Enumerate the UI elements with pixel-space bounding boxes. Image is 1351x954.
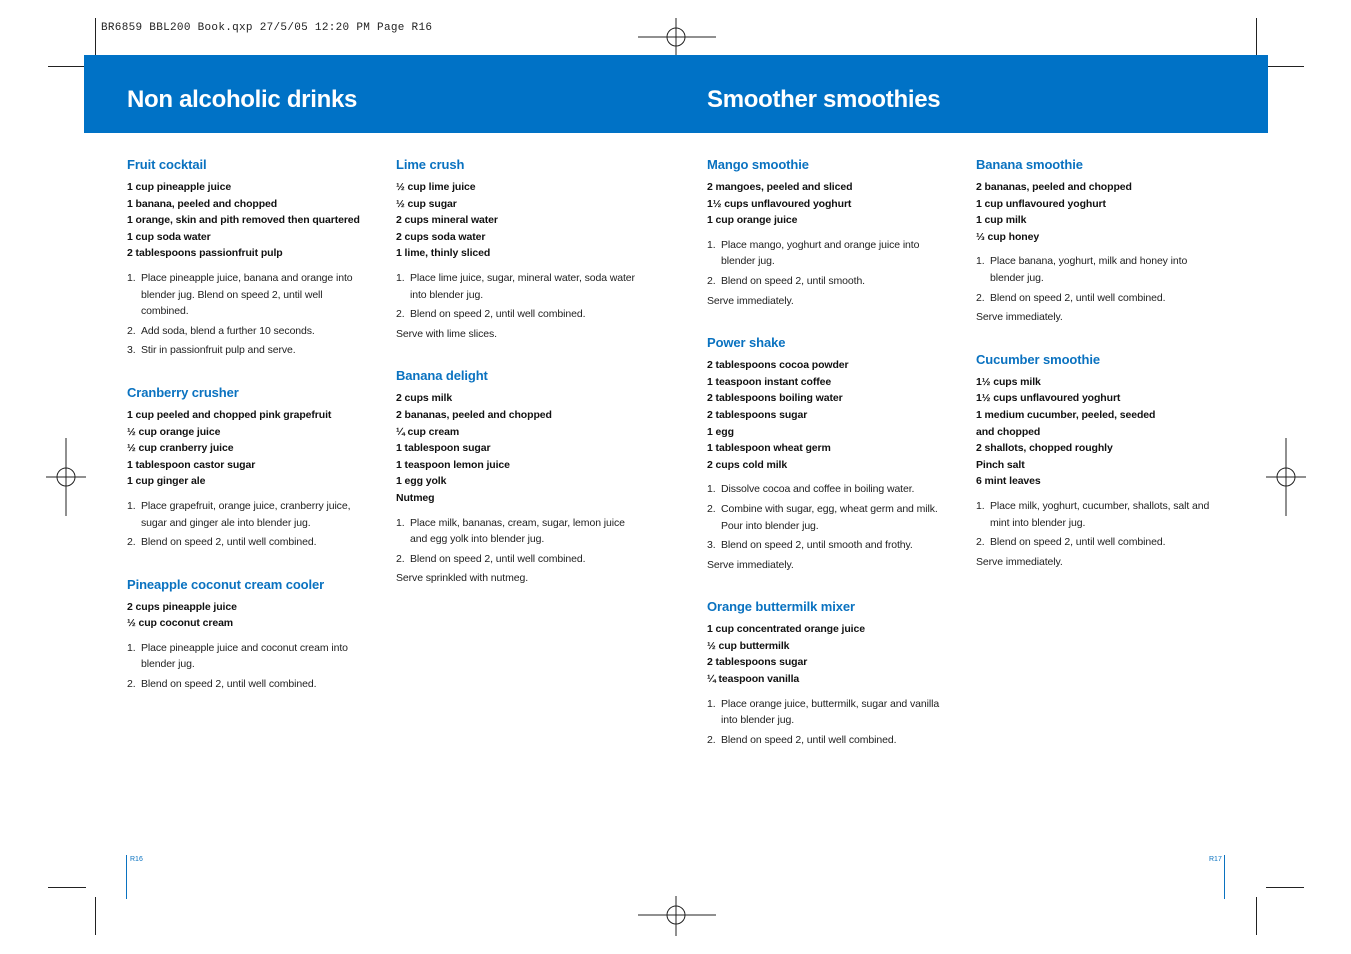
page-number-right: R17: [1209, 856, 1222, 863]
ingredient-item: 6 mint leaves: [976, 475, 1041, 488]
ingredient-item: 1 tablespoon sugar: [396, 442, 491, 455]
ingredient-item: 2 mangoes, peeled and sliced: [707, 181, 853, 193]
recipe: [707, 599, 947, 748]
method-step: [707, 237, 947, 270]
step-number: 3.: [707, 539, 716, 552]
method-step: [396, 515, 636, 548]
ingredient-list: [127, 407, 367, 490]
page-number-rule: [126, 855, 127, 899]
ingredient-item: 2 bananas, peeled and chopped: [396, 408, 552, 421]
method-step: [707, 481, 947, 498]
step-text: Place banana, yoghurt, milk and honey into blender jug.: [990, 255, 1188, 284]
step-text: Place mango, yoghurt and orange juice into blender jug.: [721, 238, 920, 268]
method-step: [127, 342, 367, 359]
step-text: Blend on speed 2, until smooth and frothy.: [721, 539, 913, 552]
recipe: [707, 157, 947, 309]
ingredient-item: 2 tablespoons sugar: [707, 656, 808, 669]
ingredient-list: [707, 179, 947, 229]
ingredient-list: [396, 179, 636, 262]
ingredient-item: 1½ cups milk: [976, 375, 1041, 388]
step-number: 1.: [976, 255, 985, 268]
step-number: 2.: [707, 502, 716, 515]
ingredient-item: 1 cup milk: [976, 214, 1027, 227]
method-step: [707, 501, 947, 534]
step-text: Blend on speed 2, until smooth.: [721, 274, 865, 287]
recipe-title: Lime crush: [396, 157, 465, 172]
ingredient-item: 2 tablespoons passionfruit pulp: [127, 247, 283, 260]
step-number: 1.: [127, 499, 136, 512]
ingredient-item: 1 teaspoon lemon juice: [396, 458, 510, 471]
recipe-title: Mango smoothie: [707, 157, 809, 172]
ingredient-item: 1 cup soda water: [127, 230, 211, 243]
ingredient-item: 1½ cups unflavoured yoghurt: [976, 392, 1121, 405]
ingredient-item: 1 banana, peeled and chopped: [127, 197, 278, 210]
ingredient-item: 1 tablespoon castor sugar: [127, 458, 256, 471]
ingredient-item: 1 egg yolk: [396, 475, 447, 488]
recipe-title: Orange buttermilk mixer: [707, 599, 855, 615]
ingredient-list: [707, 357, 947, 473]
method-step: [127, 270, 367, 320]
step-text: Add soda, blend a further 10 seconds.: [141, 324, 315, 337]
step-number: 1.: [707, 483, 716, 496]
ingredient-item: ⅓ cup honey: [976, 230, 1040, 243]
method-steps: [396, 270, 636, 323]
step-number: 3.: [127, 344, 136, 357]
method-step: [127, 676, 367, 693]
page-number-left: R16: [130, 856, 143, 863]
ingredient-item: 1 egg: [707, 425, 734, 438]
method-step: [396, 306, 636, 323]
serving-note: Serve sprinkled with nutmeg.: [396, 572, 529, 585]
step-number: 2.: [976, 536, 985, 549]
method-step: [127, 640, 367, 673]
ingredient-item: ½ cup coconut cream: [127, 617, 234, 630]
ingredient-item: 2 tablespoons sugar: [707, 408, 808, 421]
ingredient-item: 2 cups milk: [396, 392, 453, 405]
step-number: 2.: [127, 536, 136, 549]
crop-mark: [1268, 66, 1304, 67]
page-number-rule: [1224, 855, 1225, 899]
recipe-title: Pineapple coconut cream cooler: [127, 576, 325, 592]
method-steps: [127, 498, 367, 551]
step-text: Blend on speed 2, until well combined.: [990, 291, 1166, 304]
ingredient-item: Pinch salt: [976, 458, 1025, 471]
step-number: 2.: [127, 324, 136, 337]
recipe-column: [707, 157, 947, 774]
method-step: [976, 290, 1216, 307]
ingredient-item: 2 cups mineral water: [396, 214, 498, 227]
method-step: [976, 534, 1216, 551]
step-text: Blend on speed 2, until well combined.: [141, 536, 317, 549]
method-step: [396, 270, 636, 303]
registration-mark-icon: [638, 18, 716, 58]
method-step: [707, 273, 947, 290]
ingredient-item: 1 cup orange juice: [707, 214, 798, 227]
registration-mark-icon: [1266, 438, 1306, 516]
method-step: [976, 498, 1216, 531]
ingredient-item: 1 tablespoon wheat germ: [707, 442, 831, 455]
step-text: Stir in passionfruit pulp and serve.: [141, 344, 296, 357]
recipe: [127, 577, 367, 693]
method-steps: [127, 270, 367, 359]
ingredient-item: ½ cup lime juice: [396, 181, 476, 193]
right-page-title: Smoother smoothies: [707, 86, 941, 113]
ingredient-item: 2 shallots, chopped roughly: [976, 442, 1113, 455]
step-number: 2.: [127, 678, 136, 691]
ingredient-item: 1 cup concentrated orange juice: [707, 623, 865, 636]
recipe: [396, 157, 636, 342]
ingredient-item: 2 cups cold milk: [707, 458, 788, 471]
step-number: 1.: [707, 238, 716, 251]
step-text: Dissolve cocoa and coffee in boiling water.: [721, 483, 915, 496]
ingredient-item: Nutmeg: [396, 491, 435, 504]
recipe: [707, 335, 947, 573]
method-steps: [396, 515, 636, 568]
ingredient-list: [396, 390, 636, 506]
ingredient-item: 1 teaspoon instant coffee: [707, 375, 832, 388]
step-text: Place pineapple juice, banana and orange into blender jug. Blend on speed 2, until well combined.: [141, 271, 353, 318]
step-number: 2.: [707, 274, 716, 287]
ingredient-list: [976, 179, 1216, 245]
step-number: 2.: [396, 308, 405, 321]
registration-mark-icon: [638, 896, 716, 936]
recipe-title: Banana delight: [396, 368, 488, 384]
method-step: [127, 323, 367, 340]
recipe: [127, 385, 367, 551]
ingredient-item: ¼ teaspoon vanilla: [707, 673, 800, 686]
ingredient-item: ½ cup buttermilk: [707, 639, 790, 652]
recipe-title: Fruit cocktail: [127, 157, 207, 172]
recipe-column: [396, 157, 636, 613]
step-text: Place milk, bananas, cream, sugar, lemon juice and egg yolk into blender jug.: [410, 516, 625, 546]
serving-note: Serve immediately.: [976, 311, 1063, 324]
ingredient-list: [707, 621, 947, 687]
ingredient-item: ½ cup orange juice: [127, 425, 221, 438]
step-text: Combine with sugar, egg, wheat germ and milk. Pour into blender jug.: [721, 502, 938, 532]
ingredient-item: 1 cup peeled and chopped pink grapefruit: [127, 408, 332, 421]
ingredient-item: ¼ cup cream: [396, 425, 460, 438]
step-number: 1.: [396, 271, 405, 284]
step-number: 1.: [127, 271, 136, 284]
ingredient-item: 1 cup pineapple juice: [127, 181, 232, 193]
recipe: [976, 157, 1216, 326]
step-text: Place pineapple juice and coconut cream into blender jug.: [141, 641, 348, 671]
recipe-title: Cucumber smoothie: [976, 351, 1100, 367]
ingredient-item: 2 tablespoons boiling water: [707, 392, 843, 405]
file-slug: BR6859 BBL200 Book.qxp 27/5/05 12:20 PM Page R16: [101, 22, 433, 34]
step-number: 2.: [976, 291, 985, 304]
registration-mark-icon: [46, 438, 86, 516]
method-step: [976, 253, 1216, 286]
crop-mark: [48, 887, 86, 888]
method-step: [127, 534, 367, 551]
serving-note: Serve with lime slices.: [396, 327, 497, 340]
step-number: 1.: [707, 697, 716, 710]
step-number: 1.: [976, 499, 985, 512]
ingredient-item: and chopped: [976, 425, 1041, 438]
recipe-title: Banana smoothie: [976, 157, 1083, 172]
step-text: Place lime juice, sugar, mineral water, soda water into blender jug.: [410, 271, 635, 301]
recipe-column: [976, 157, 1216, 596]
step-text: Blend on speed 2, until well combined.: [141, 678, 317, 691]
method-step: [707, 696, 947, 729]
step-text: Blend on speed 2, until well combined.: [721, 733, 897, 746]
step-text: Blend on speed 2, until well combined.: [410, 308, 586, 321]
step-text: Place milk, yoghurt, cucumber, shallots, salt and mint into blender jug.: [990, 499, 1210, 529]
step-number: 1.: [396, 516, 405, 529]
ingredient-item: 1 orange, skin and pith removed then quartered: [127, 214, 360, 227]
ingredient-item: ½ cup cranberry juice: [127, 442, 234, 455]
method-steps: [707, 237, 947, 290]
crop-mark: [1256, 897, 1257, 935]
step-text: Blend on speed 2, until well combined.: [990, 536, 1166, 549]
ingredient-item: 1 medium cucumber, peeled, seeded: [976, 408, 1156, 421]
recipe-column: [127, 157, 367, 719]
ingredient-item: 1½ cups unflavoured yoghurt: [707, 197, 852, 210]
ingredient-item: 1 cup unflavoured yoghurt: [976, 197, 1106, 210]
method-step: [707, 732, 947, 749]
serving-note: Serve immediately.: [707, 558, 794, 571]
method-step: [127, 498, 367, 531]
method-step: [396, 551, 636, 568]
crop-mark: [48, 66, 84, 67]
ingredient-item: 2 bananas, peeled and chopped: [976, 181, 1132, 193]
step-number: 2.: [707, 733, 716, 746]
serving-note: Serve immediately.: [976, 555, 1063, 568]
step-text: Place grapefruit, orange juice, cranberry juice, sugar and ginger ale into blender jug.: [141, 499, 351, 529]
method-steps: [707, 696, 947, 749]
ingredient-item: 2 tablespoons cocoa powder: [707, 359, 849, 372]
method-step: [707, 537, 947, 554]
recipe: [127, 157, 367, 359]
ingredient-list: [976, 374, 1216, 490]
recipe-title: Power shake: [707, 335, 786, 351]
ingredient-item: ½ cup sugar: [396, 197, 457, 210]
step-text: Blend on speed 2, until well combined.: [410, 552, 586, 565]
method-steps: [707, 481, 947, 553]
method-steps: [976, 498, 1216, 551]
crop-mark: [1266, 887, 1304, 888]
crop-mark: [95, 897, 96, 935]
step-text: Place orange juice, buttermilk, sugar and vanilla into blender jug.: [721, 697, 940, 727]
ingredient-item: 2 cups soda water: [396, 230, 486, 243]
recipe: [976, 352, 1216, 571]
method-steps: [976, 253, 1216, 306]
crop-mark: [95, 18, 96, 56]
method-steps: [127, 640, 367, 693]
ingredient-item: 1 cup ginger ale: [127, 475, 206, 488]
recipe-title: Cranberry crusher: [127, 384, 239, 400]
ingredient-list: [127, 599, 367, 632]
ingredient-list: [127, 179, 367, 262]
step-number: 1.: [127, 641, 136, 654]
left-page-title: Non alcoholic drinks: [127, 86, 358, 113]
recipe: [396, 368, 636, 587]
serving-note: Serve immediately.: [707, 294, 794, 307]
step-number: 2.: [396, 552, 405, 565]
crop-mark: [1256, 18, 1257, 56]
ingredient-item: 1 lime, thinly sliced: [396, 247, 491, 260]
ingredient-item: 2 cups pineapple juice: [127, 600, 237, 613]
